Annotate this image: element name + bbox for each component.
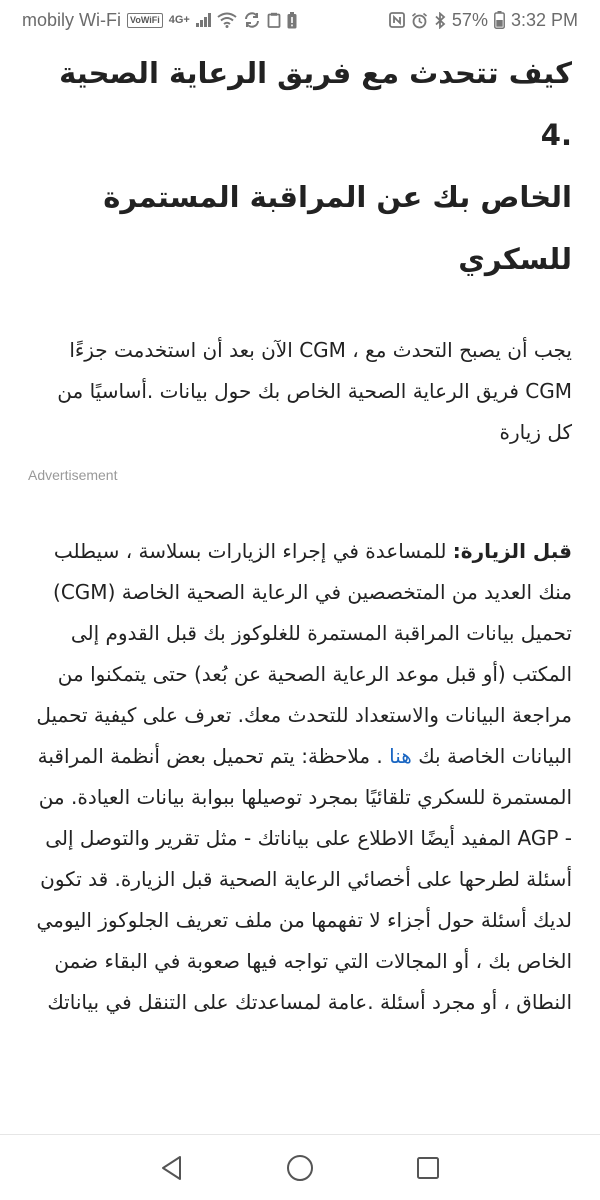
bluetooth-icon <box>434 12 446 29</box>
paragraph-before-visit <box>28 531 572 1023</box>
network-type: 4G+ <box>168 14 190 26</box>
back-icon <box>160 1155 184 1181</box>
clock: 3:32 PM <box>510 9 578 30</box>
status-bar-right <box>389 10 578 31</box>
note-text: . ملاحظة: يتم تحميل بعض أنظمة المراقبة المستمرة للسكري تلقائيًا بمجرد توصيلها ببوابة بيانات العيادة. من - AGP المفيد أيضًا الاطلاع على بياناتك - مثل تقرير والتوصل إلى أسئلة لطرحها على أخصائي الرعاية الصحية قبل الزيارة. قد تكون لديك أسئلة حول أجزاء لا تفهمها من ملف تعريف الجلوكوز اليومي الخاص بك ، أو المجالات التي تواجه فيها صعوبة في البقاء ضمن النطاق ، أو مجرد أسئلة .عامة لمساعدتك على التنقل في بياناتك <box>36 744 572 1014</box>
battery-icon <box>494 11 505 29</box>
article-content <box>28 42 572 1023</box>
sync-icon <box>243 12 261 28</box>
back-button[interactable] <box>152 1148 192 1188</box>
wifi-icon <box>217 12 237 28</box>
before-visit-label: قبل الزيارة: <box>452 539 572 563</box>
heading-line-2: الخاص بك عن المراقبة المستمرة للسكري <box>103 180 572 276</box>
recents-button[interactable] <box>408 1148 448 1188</box>
paragraph-intro: يجب أن يصبح التحدث مع ، CGM الآن بعد أن استخدمت جزءًا CGM فريق الرعاية الصحية الخاص بك حول بيانات .أساسيًا من كل زيارة <box>57 338 572 444</box>
signal-icon <box>196 13 211 27</box>
advertisement-label: Advertisement <box>28 467 118 483</box>
heading-line-1: كيف تتحدث مع فريق الرعاية الصحية .4 <box>59 56 572 152</box>
battery-alert-icon <box>287 12 297 29</box>
here-link[interactable]: هنا <box>389 744 412 768</box>
clipboard-icon <box>267 12 281 28</box>
navigation-bar <box>0 1135 600 1200</box>
status-bar <box>0 0 600 40</box>
before-visit-text: للمساعدة في إجراء الزيارات بسلاسة ، سيطلب منك العديد من المتخصصين في الرعاية الصحية الخاصة (CGM) تحميل بيانات المراقبة المستمرة للغلوكوز بك قبل القدوم إلى المكتب (أو قبل موعد الرعاية الصحية عن بُعد) حتى يتمكنوا من مراجعة البيانات والاستعداد للتحدث معك. تعرف على كيفية تحميل البيانات الخاصة بك <box>36 539 572 768</box>
article-heading <box>28 42 572 290</box>
vowifi-badge: VoWiFi <box>127 13 163 28</box>
recents-icon <box>416 1156 440 1180</box>
carrier-label: mobily Wi-Fi <box>22 9 121 30</box>
battery-percent: 57% <box>451 9 488 30</box>
status-bar-left <box>22 10 297 31</box>
home-button[interactable] <box>280 1148 320 1188</box>
nfc-icon <box>389 12 405 28</box>
home-icon <box>286 1154 314 1182</box>
alarm-icon <box>411 12 428 29</box>
